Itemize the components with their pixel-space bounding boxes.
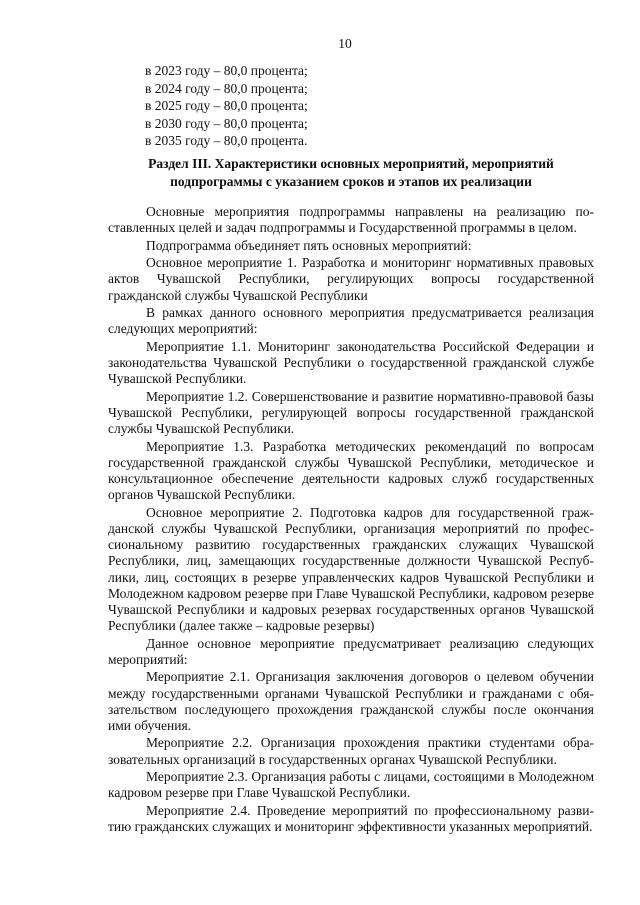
- paragraph-activity-2-1: Мероприятие 2.1. Организация заключения договоров о целевом обучении между государственными органами Чувашской Республики и гражданами с обязательством последующего прохождения гражданской службы после окончания ими обучения.: [108, 669, 594, 733]
- target-value-2035: в 2035 году – 80,0 процента.: [145, 133, 308, 149]
- paragraph-activity-1-2: Мероприятие 1.2. Совершенствование и развитие нормативно-правовой базы Чувашской Республики, регулирующей вопросы государственной гражданской службы Чувашской Республики.: [108, 388, 594, 437]
- paragraph-main-activity-2: Основное мероприятие 2. Подготовка кадров для государственной гражданской службы Чувашской Республики, организация мероприятий по профессиональному развитию государственных гражданских служащих Чувашской Республики, лиц, замещающих государственные должности Чувашской Республики, лиц, состоящих в резерве управленческих кадров Чувашской Республики и Молодежном кадровом резерве при Главе Чувашской Республики, кадровом резерве Чувашской Республики и кадровых резервах государственных органов Чувашской Республики (далее также – кадровые резервы): [108, 504, 594, 634]
- paragraph-five-activities: Подпрограмма объединяет пять основных мероприятий:: [146, 237, 472, 253]
- paragraph-activity-1-1: Мероприятие 1.1. Мониторинг законодательства Российской Федерации и законодательства Чувашской Республики о государственной гражданской службе Чувашской Республики.: [108, 338, 594, 387]
- section-heading: [108, 155, 594, 190]
- target-value-2024: в 2024 году – 80,0 процента;: [145, 80, 308, 96]
- page-number: 10: [338, 36, 352, 51]
- paragraph-intro: Основные мероприятия подпрограммы направлены на реализацию поставленных целей и задач подпрограммы и Государственной программы в целом.: [108, 204, 594, 236]
- paragraph-activity-2-3: Мероприятие 2.3. Организация работы с лицами, состоящими в Молодежном кадровом резерве при Главе Чувашской Республики.: [108, 769, 594, 801]
- body-text: [108, 204, 594, 837]
- paragraph-activity-2-4: Мероприятие 2.4. Проведение мероприятий по профессиональному развитию гражданских служащих и мониторинг эффективности указанных мероприятий.: [108, 802, 594, 835]
- target-value-2023: в 2023 году – 80,0 процента;: [145, 63, 308, 78]
- target-values-list: [145, 62, 308, 150]
- paragraph-activity-2-scope: Данное основное мероприятие предусматривает реализацию следующих мероприятий:: [108, 635, 594, 667]
- target-value-2030: в 2030 году – 80,0 процента;: [145, 115, 308, 131]
- paragraph-activity-2-2: Мероприятие 2.2. Организация прохождения практики студентами образовательных организаций в государственных органах Чувашской Республики.: [108, 735, 594, 767]
- section-heading-line-1: Раздел III. Характеристики основных мероприятий, мероприятий: [148, 156, 554, 171]
- target-value-2025: в 2025 году – 80,0 процента;: [145, 98, 308, 114]
- paragraph-activity-1-3: Мероприятие 1.3. Разработка методических рекомендаций по вопросам государственной гражданской службы Чувашской Республики, методическое и консультационное обеспечение деятельности кадровых служб государственных органов Чувашской Республики.: [108, 438, 594, 503]
- section-heading-line-2: подпрограммы с указанием сроков и этапов их реализации: [170, 173, 532, 189]
- paragraph-activity-1-scope: В рамках данного основного мероприятия предусматривается реализация следующих мероприятий:: [108, 305, 594, 337]
- paragraph-main-activity-1: Основное мероприятие 1. Разработка и мониторинг нормативных правовых актов Чувашской Республики, регулирующих вопросы государственной гражданской службы Чувашской Республики: [108, 255, 594, 303]
